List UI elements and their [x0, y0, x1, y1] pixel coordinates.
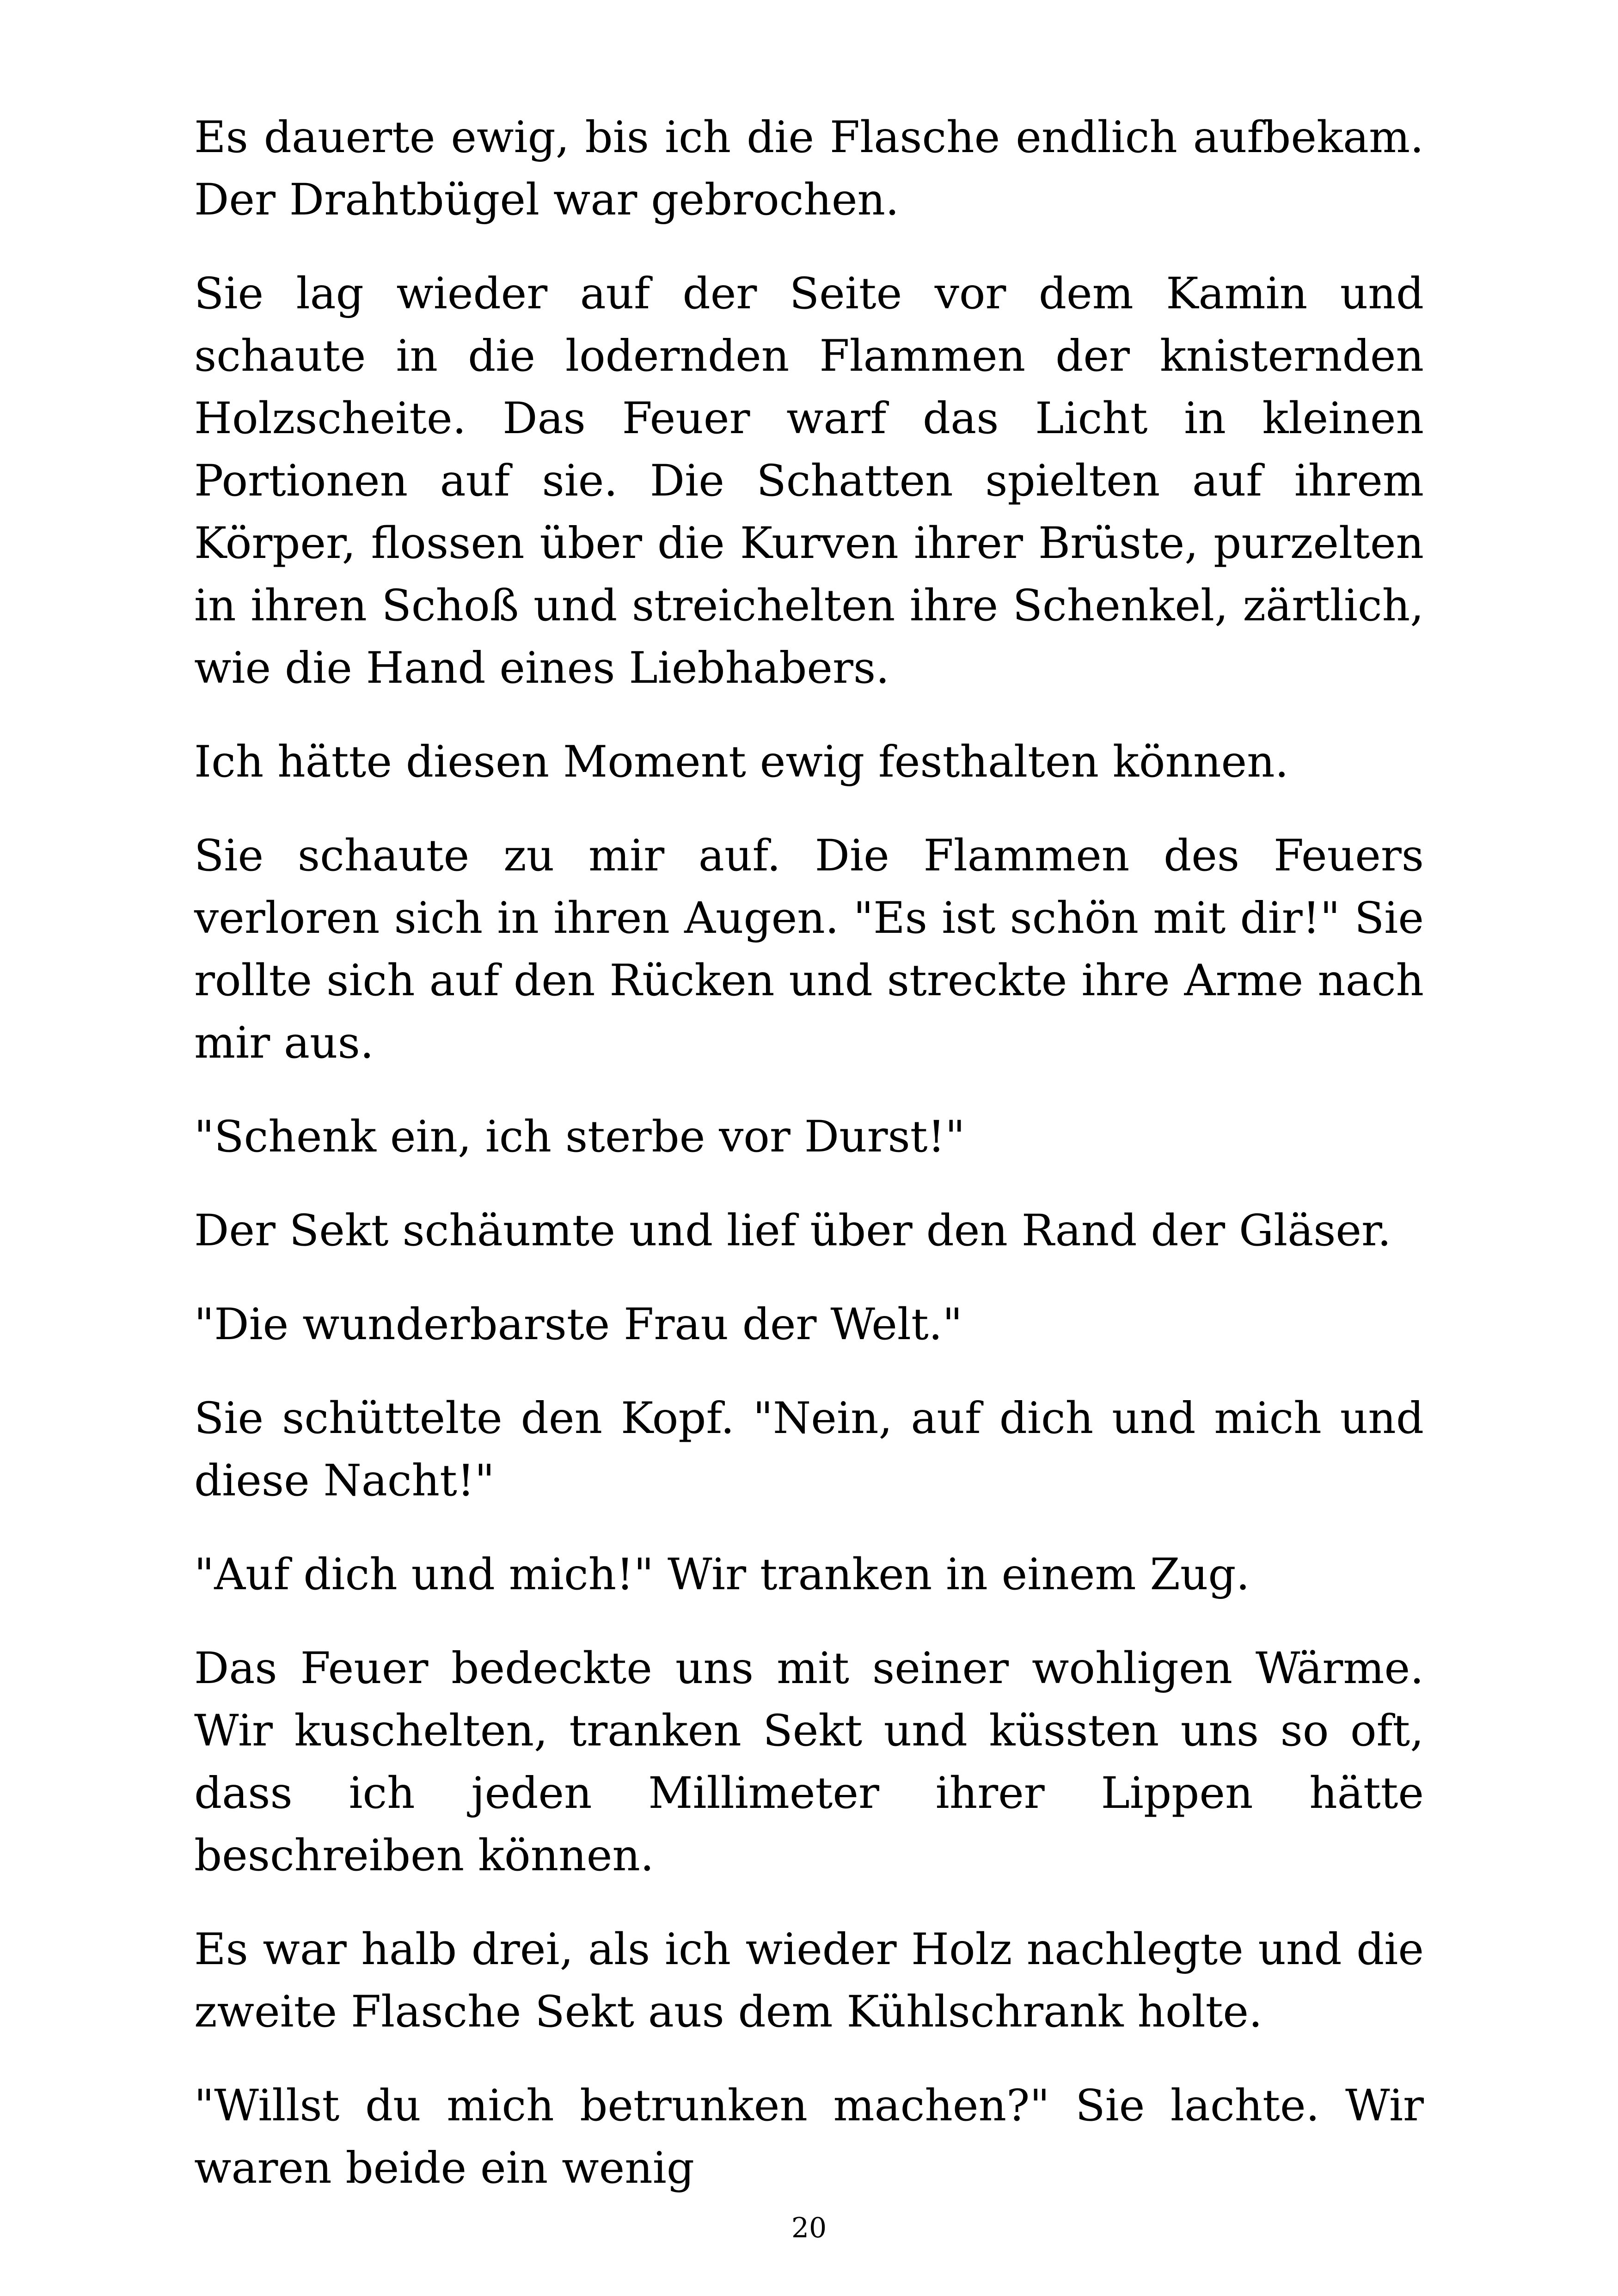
paragraph: Das Feuer bedeckte uns mit seiner wohligen Wärme. Wir kuschelten, tranken Sekt und küssten uns so oft, dass ich jeden Millimeter ihrer Lippen hätte beschreiben können.	[194, 1643, 1424, 1881]
paragraph: Sie schaute zu mir auf. Die Flammen des Feuers verloren sich in ihren Augen. "Es ist schön mit dir!" Sie rollte sich auf den Rücken und streckte ihre Arme nach mir aus.	[194, 831, 1424, 1068]
paragraph: "Auf dich und mich!" Wir tranken in einem Zug.	[194, 1549, 1250, 1600]
paragraph: Der Sekt schäumte und lief über den Rand der Gläser.	[194, 1206, 1391, 1256]
paragraph: Es dauerte ewig, bis ich die Flasche endlich aufbekam. Der Drahtbügel war gebrochen.	[194, 112, 1424, 225]
paragraph: "Schenk ein, ich sterbe vor Durst!"	[194, 1112, 965, 1162]
paragraph: Sie schüttelte den Kopf. "Nein, auf dich und mich und diese Nacht!"	[194, 1393, 1424, 1506]
paragraph: Es war halb drei, als ich wieder Holz nachlegte und die zweite Flasche Sekt aus dem Kühlschrank holte.	[194, 1924, 1424, 2037]
body-text	[194, 106, 1424, 2231]
paragraph: "Die wunderbarste Frau der Welt."	[194, 1299, 962, 1350]
page-number: 20	[791, 2212, 827, 2244]
paragraph: "Willst du mich betrunken machen?" Sie lachte. Wir waren beide ein wenig	[194, 2081, 1424, 2193]
paragraph: Sie lag wieder auf der Seite vor dem Kamin und schaute in die lodernden Flammen der knisternden Holzscheite. Das Feuer warf das Licht in kleinen Portionen auf sie. Die Schatten spielten auf ihrem Körper, flossen über die Kurven ihrer Brüste, purzelten in ihren Schoß und streichelten ihre Schenkel, zärtlich, wie die Hand eines Liebhabers.	[194, 269, 1424, 693]
paragraph: Ich hätte diesen Moment ewig festhalten können.	[194, 737, 1289, 787]
